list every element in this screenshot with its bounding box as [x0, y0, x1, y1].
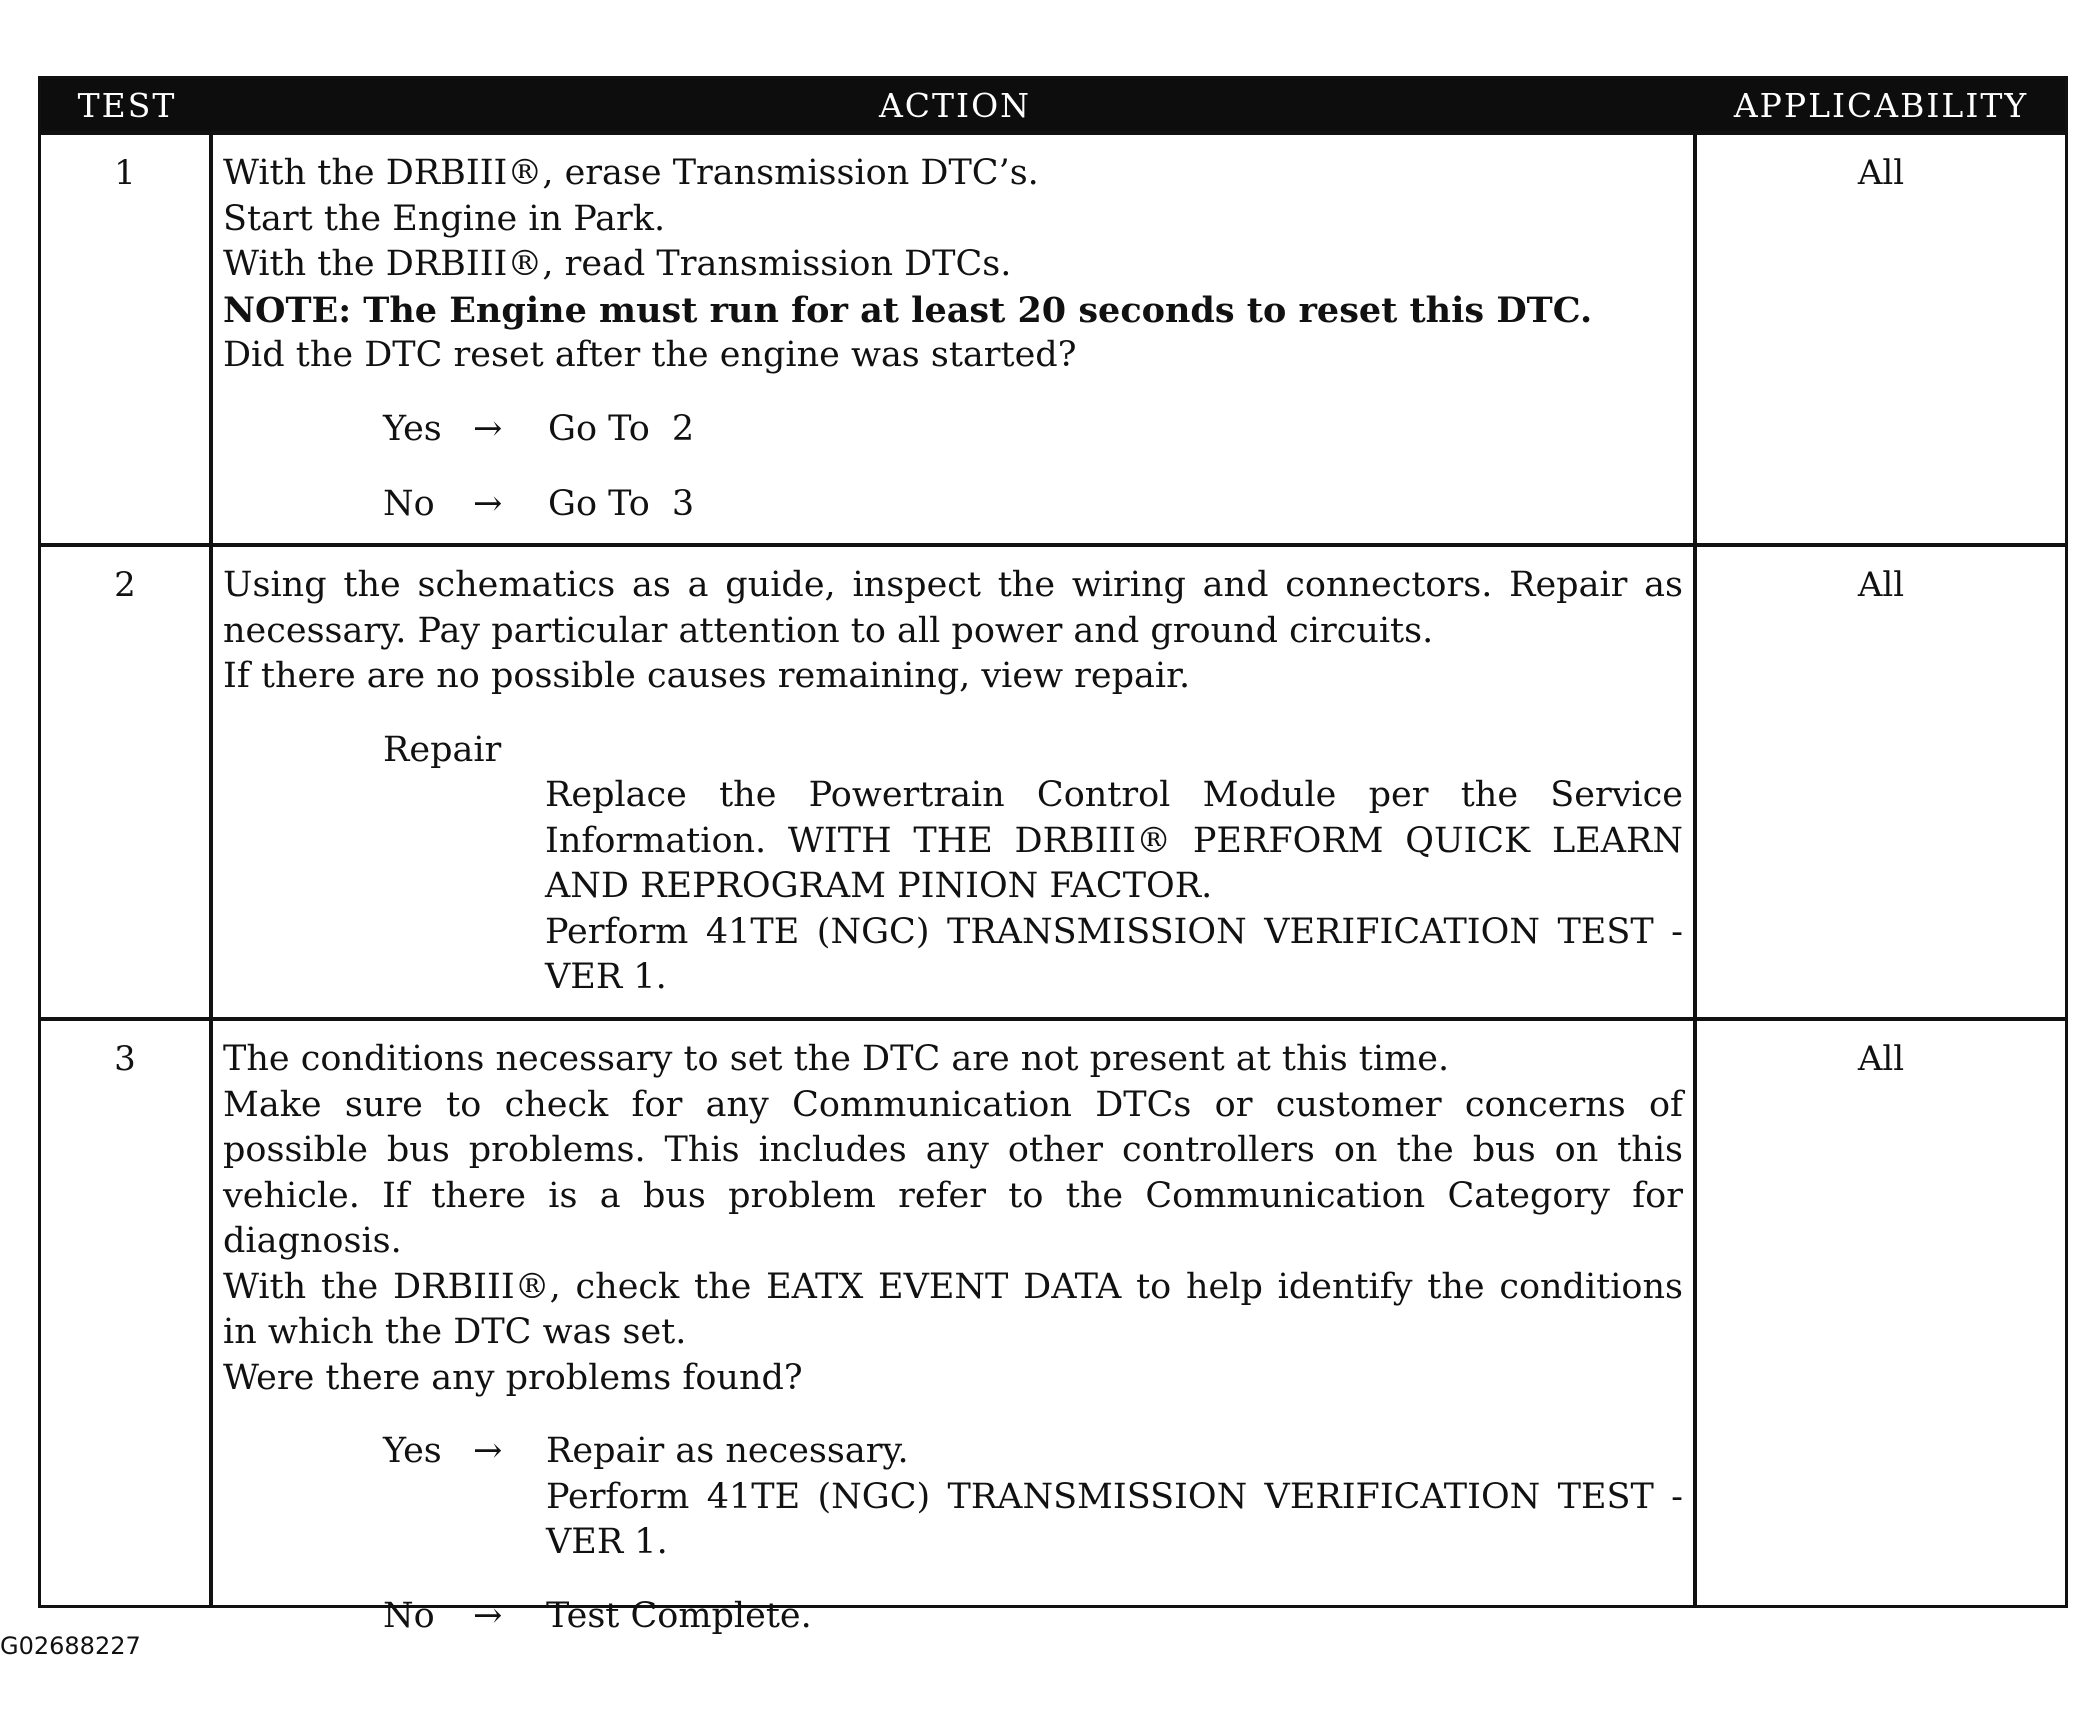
option-line: Perform 41TE (NGC) TRANSMISSION VERIFICATION TEST - VER 1.	[546, 1476, 1683, 1562]
option-no	[383, 482, 1683, 557]
arrow-icon: →	[473, 483, 503, 524]
table-row	[41, 543, 2065, 1017]
action-paragraph: Using the schematics as a guide, inspect the wiring and connectors. Repair as necessary. Pay particular attention to all power and ground circuits.	[223, 565, 1683, 651]
repair-label: Repair	[383, 729, 502, 770]
action-line: With the DRBIII®, erase Transmission DTC’s.	[223, 153, 1039, 193]
option-yes	[383, 407, 1683, 482]
arrow-icon: →	[473, 1595, 503, 1636]
repair-verify: Perform 41TE (NGC) TRANSMISSION VERIFICATION TEST - VER 1.	[545, 911, 1683, 997]
diagnostic-test-table	[38, 76, 2068, 1636]
goto-label: Go To	[548, 483, 650, 524]
action-paragraph: Make sure to check for any Communication DTCs or customer concerns of possible bus problems. This includes any other controllers on the bus on this vehicle. If there is a bus problem refer to the Communication Category for diagnosis.	[223, 1084, 1683, 1261]
goto-target: 3	[671, 483, 695, 524]
action-cell	[213, 1021, 1697, 1636]
action-line: With the DRBIII®, read Transmission DTCs.	[223, 244, 1012, 284]
arrow-icon: →	[473, 408, 503, 449]
answer-label: Yes	[383, 1431, 442, 1471]
answer-options	[383, 407, 1683, 557]
test-number: 3	[41, 1021, 213, 1605]
applicability-cell: All	[1857, 1039, 1905, 1079]
header-action: ACTION	[878, 85, 1032, 125]
table-header	[41, 79, 2065, 131]
question-text: Were there any problems found?	[223, 1357, 803, 1398]
test-number: 2	[41, 547, 213, 1017]
note-text: NOTE: The Engine must run for at least 20 seconds to reset this DTC.	[223, 289, 1593, 331]
action-line: The conditions necessary to set the DTC are not present at this time.	[223, 1039, 1450, 1079]
test-number: 1	[41, 135, 213, 543]
option-line: Repair as necessary.	[546, 1431, 909, 1471]
answer-label: No	[383, 483, 435, 524]
header-test: TEST	[77, 85, 177, 125]
goto-label: Go To	[548, 408, 650, 449]
action-paragraph: With the DRBIII®, check the EATX EVENT DATA to help identify the conditions in which the DTC was set.	[223, 1266, 1683, 1352]
repair-text: Replace the Powertrain Control Module per the Service Information. WITH THE DRBIII® PERFORM QUICK LEARN AND REPROGRAM PINION FACTOR.	[545, 775, 1683, 906]
figure-reference-id: G02688227	[0, 1632, 141, 1660]
answer-label: Yes	[383, 408, 442, 449]
action-cell	[213, 135, 1697, 543]
table-row	[41, 1017, 2065, 1636]
answer-label: No	[383, 1595, 435, 1636]
applicability-cell: All	[1857, 565, 1905, 605]
option-yes	[383, 1429, 1683, 1566]
arrow-icon: →	[473, 1431, 503, 1471]
action-line: If there are no possible causes remaining, view repair.	[223, 656, 1191, 696]
goto-target: 2	[671, 408, 695, 449]
option-no	[383, 1594, 1683, 1640]
action-line: Start the Engine in Park.	[223, 198, 666, 239]
action-cell	[213, 547, 1697, 1017]
table-row	[41, 131, 2065, 543]
question-text: Did the DTC reset after the engine was started?	[223, 335, 1077, 375]
option-text	[546, 1429, 1683, 1566]
applicability-cell: All	[1857, 153, 1905, 193]
option-text: Test Complete.	[546, 1595, 812, 1636]
header-applicability: APPLICABILITY	[1733, 85, 2029, 125]
